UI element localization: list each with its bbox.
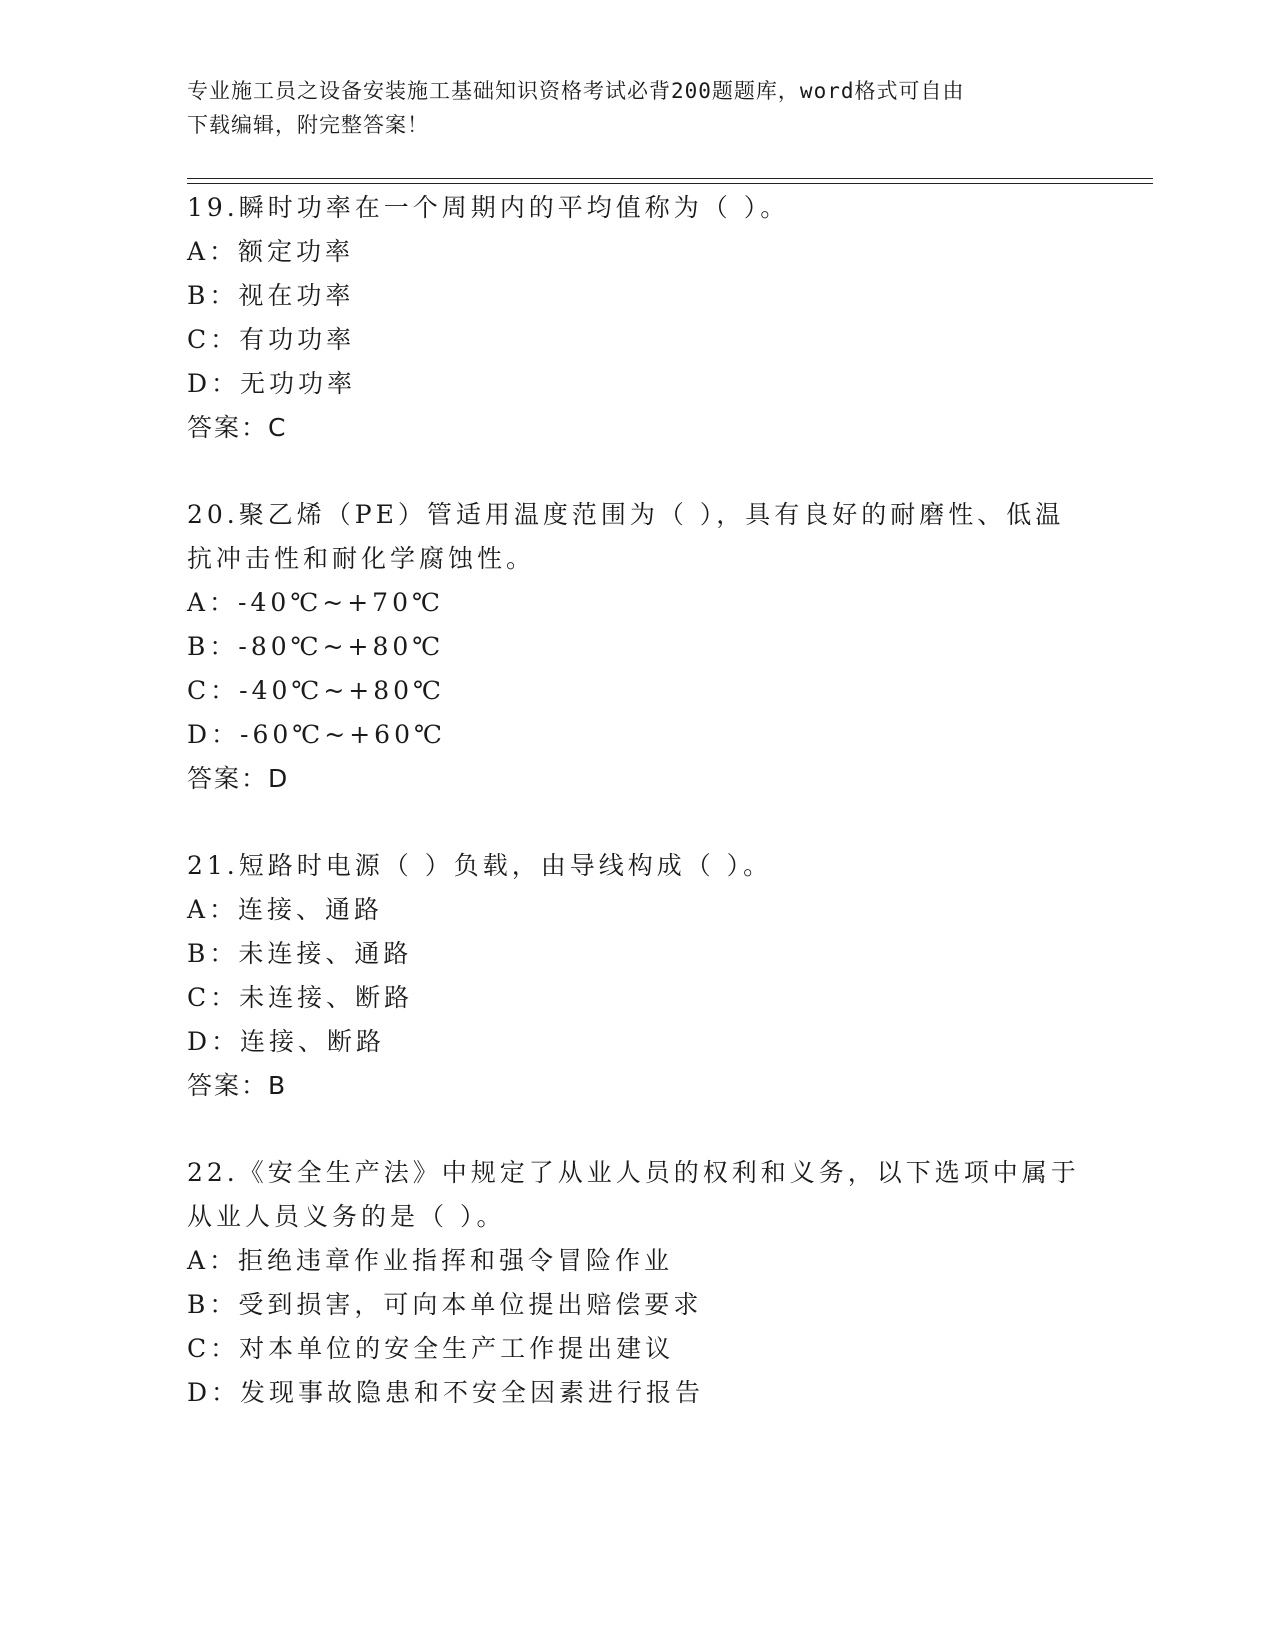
question-22-stem-line-2: 从业人员义务的是（ ）。 — [187, 1202, 506, 1231]
question-20-option-c: C：-40℃~+80℃ — [187, 676, 446, 705]
question-20-stem-line-1: 20.聚乙烯（PE）管适用温度范围为（ ），具有良好的耐磨性、低温 — [187, 500, 1065, 529]
header-line-1: 专业施工员之设备安装施工基础知识资格考试必背200题题库，word格式可自由 — [187, 79, 965, 103]
question-19-option-d: D：无功功率 — [187, 369, 357, 398]
question-19-stem: 19.瞬时功率在一个周期内的平均值称为（ ）。 — [187, 193, 790, 222]
question-19-answer: 答案：C — [187, 413, 288, 442]
question-22-option-d: D：发现事故隐患和不安全因素进行报告 — [187, 1378, 705, 1407]
question-21-answer: 答案：B — [187, 1071, 288, 1100]
question-21-stem: 21.短路时电源（ ）负载，由导线构成（ ）。 — [187, 851, 773, 880]
header-divider-top — [187, 178, 1153, 179]
question-22-stem-line-1: 22.《安全生产法》中规定了从业人员的权利和义务，以下选项中属于 — [187, 1158, 1080, 1187]
question-20-answer: 答案：D — [187, 764, 290, 793]
question-19-option-a: A：额定功率 — [187, 237, 355, 266]
question-22-option-b: B：受到损害，可向本单位提出赔偿要求 — [187, 1290, 703, 1319]
question-19-option-c: C：有功功率 — [187, 325, 356, 354]
document-header — [187, 74, 1067, 142]
question-21-option-d: D：连接、断路 — [187, 1027, 386, 1056]
question-19-option-b: B：视在功率 — [187, 281, 355, 310]
question-21-option-c: C：未连接、断路 — [187, 983, 414, 1012]
header-line-2: 下载编辑，附完整答案！ — [187, 113, 429, 137]
question-20-stem-line-2: 抗冲击性和耐化学腐蚀性。 — [187, 544, 536, 573]
question-22-option-a: A：拒绝违章作业指挥和强令冒险作业 — [187, 1246, 674, 1275]
question-21-option-a: A：连接、通路 — [187, 895, 384, 924]
question-20-option-a: A：-40℃~+70℃ — [187, 588, 444, 617]
question-22-option-c: C：对本单位的安全生产工作提出建议 — [187, 1334, 675, 1363]
question-21-option-b: B：未连接、通路 — [187, 939, 413, 968]
question-20-option-d: D：-60℃~+60℃ — [187, 720, 446, 749]
question-20-option-b: B：-80℃~+80℃ — [187, 632, 445, 661]
header-divider-bottom — [187, 183, 1153, 184]
